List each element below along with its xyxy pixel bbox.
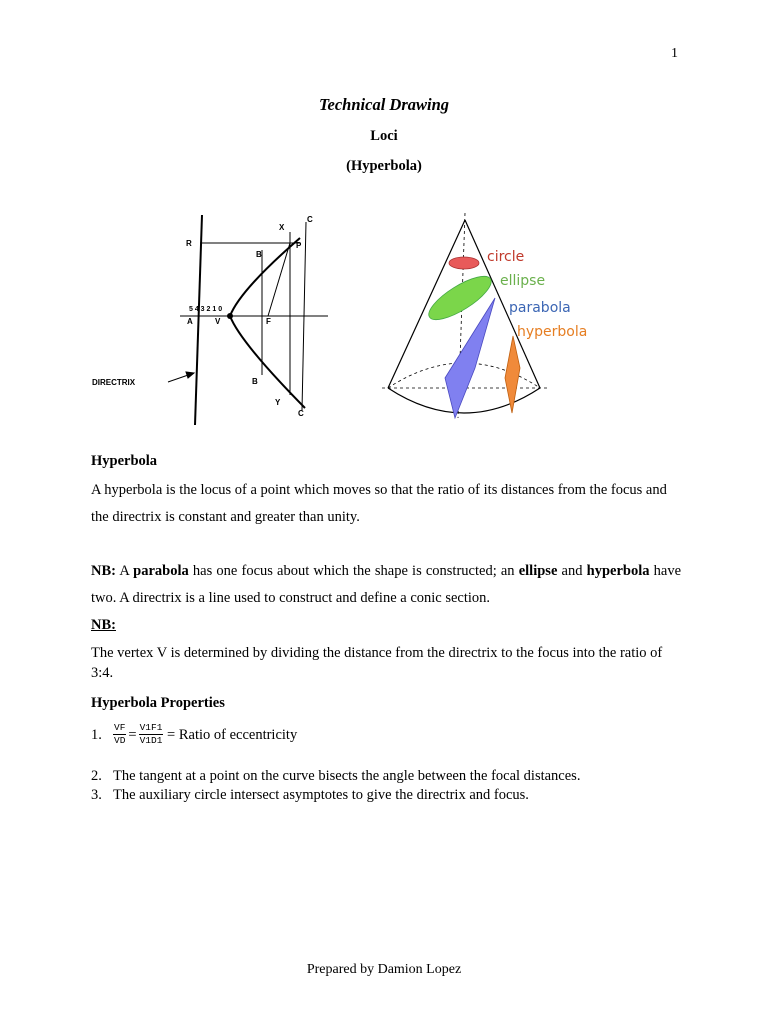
label-c-top: C: [307, 215, 313, 224]
circle-section: [449, 257, 479, 269]
fraction-vf-vd: $\frac{VF}{VD}$: [114, 722, 126, 746]
label-division-numbers: 5 4 3 2 1 0: [189, 306, 223, 313]
label-directrix: DIRECTRIX: [92, 378, 136, 387]
subtitle-hyperbola: (Hyperbola): [346, 158, 422, 174]
fraction-v1f1-v1d1: $\frac{V1F1}{V1D1}$: [139, 722, 163, 746]
parabola-section: [445, 298, 495, 418]
label-b-top: B: [256, 250, 262, 259]
definition-paragraph: A hyperbola is the locus of a point which moves so that the ratio of its distances from the focus and the directrix is constant and greater than unity.: [91, 482, 667, 525]
hyperbola-section: [505, 336, 520, 413]
label-a: A: [187, 317, 193, 326]
nb-label-2: NB:: [91, 617, 116, 633]
label-r: R: [186, 239, 192, 248]
property-2: 2. The tangent at a point on the curve bisects the angle between the focal distances.: [91, 768, 581, 784]
nb-label-1: NB:: [91, 563, 116, 579]
conic-sections-cone-figure: [380, 208, 620, 428]
focal-line: [268, 243, 290, 316]
label-f: F: [266, 317, 271, 326]
label-hyperbola: hyperbola: [517, 324, 588, 340]
label-b-bottom: B: [252, 377, 258, 386]
footer-author: Prepared by Damion Lopez: [306, 962, 462, 977]
label-x: X: [279, 223, 285, 232]
label-parabola: parabola: [509, 300, 571, 316]
property-3: 3. The auxiliary circle intersect asymptotes to give the directrix and focus.: [91, 787, 529, 803]
subtitle-loci: Loci: [370, 128, 398, 144]
page-number: 1: [671, 46, 678, 61]
label-y: Y: [275, 398, 281, 407]
directrix-line: [195, 215, 202, 425]
label-c-bottom: C: [298, 409, 304, 418]
section-heading-hyperbola: Hyperbola: [91, 453, 158, 469]
nb-paragraph-1: NB: A parabola has one focus about which the shape is constructed; an ellipse and hyperbola have two. A directrix is a line used to construct and define a conic section.: [91, 563, 682, 606]
page-title: Technical Drawing: [318, 95, 450, 114]
label-circle: circle: [487, 249, 525, 265]
label-p: P: [296, 241, 302, 250]
label-v: V: [215, 317, 221, 326]
property-1: 1. $\frac{VF}{VD}$ = $\frac{V1F1}{V1D1}$ = Ratio of eccentricity: [91, 722, 298, 746]
vertex-point: [227, 313, 233, 319]
label-ellipse: ellipse: [500, 273, 546, 289]
vertex-paragraph: The vertex V is determined by dividing the distance from the directrix to the focus into the ratio of 3:4.: [91, 645, 663, 681]
hyperbola-construction-figure: [90, 210, 340, 430]
properties-heading: Hyperbola Properties: [91, 695, 225, 711]
